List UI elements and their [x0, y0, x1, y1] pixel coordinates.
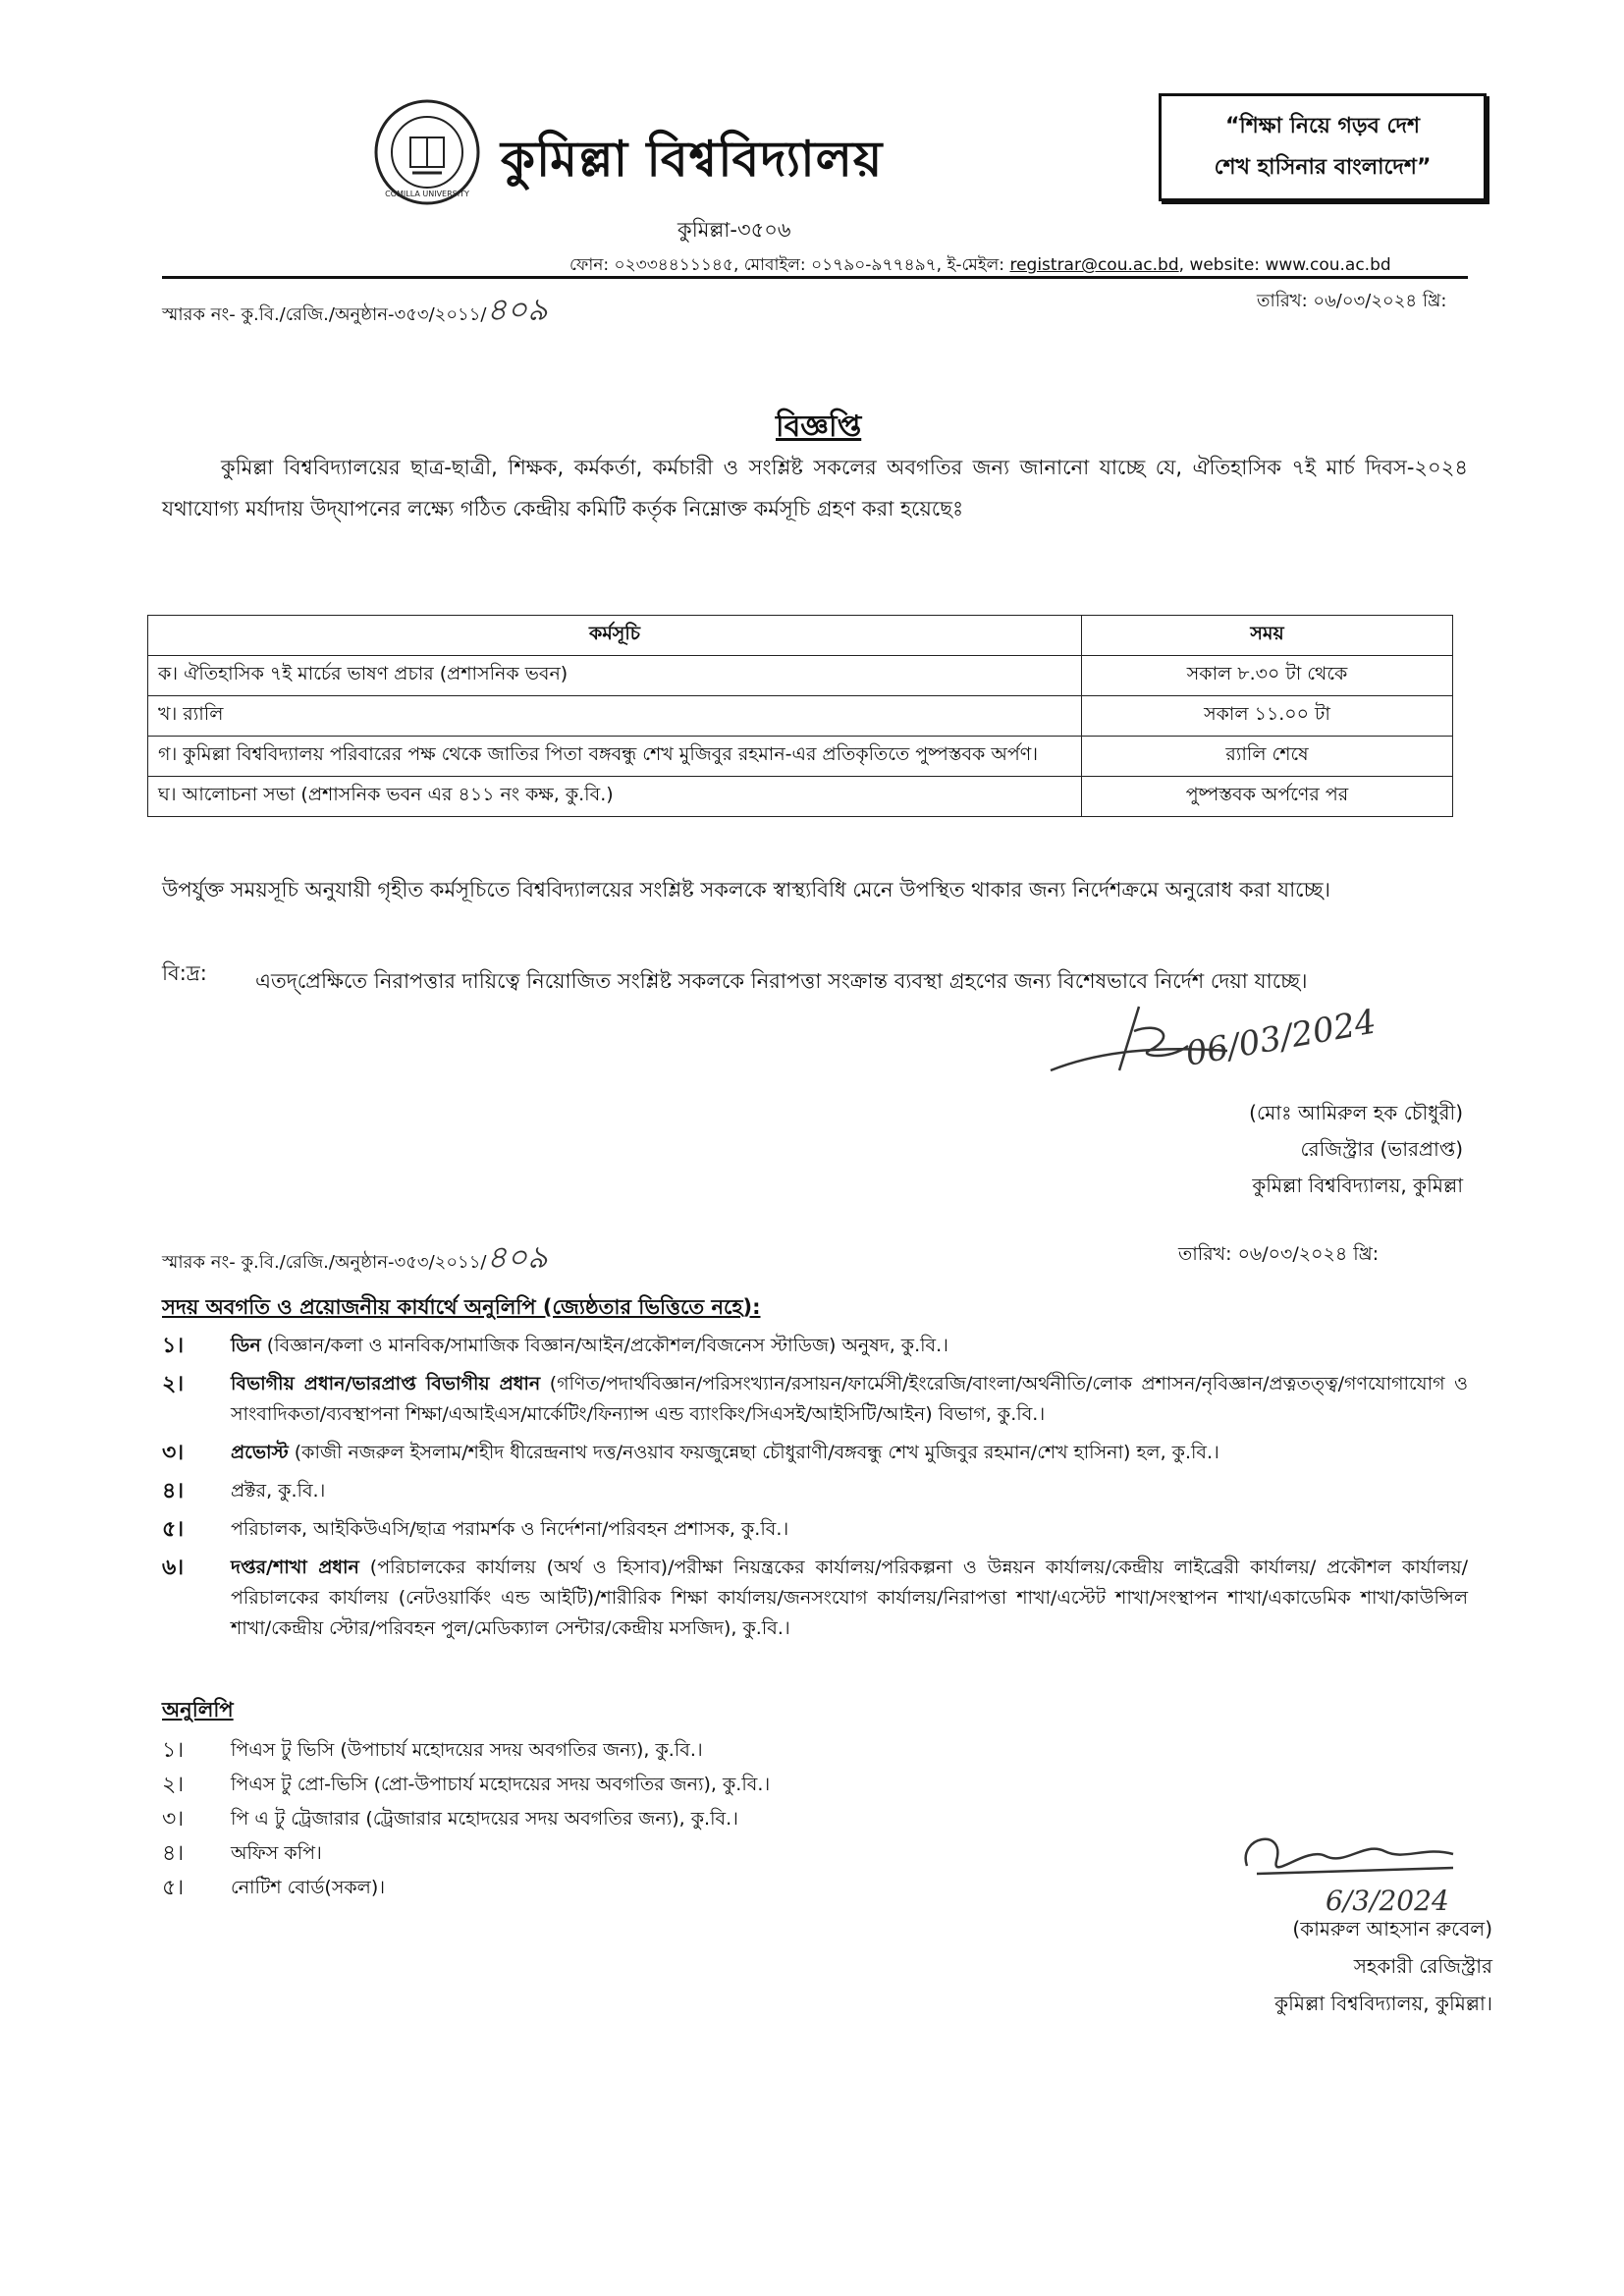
table-row: [148, 737, 1453, 777]
memo-date-2: তারিখ: ০৬/০৩/২০২৪ খ্রি:: [1178, 1243, 1380, 1265]
slogan-line-1: “শিক্ষা নিয়ে গড়ব দেশ: [1224, 114, 1421, 138]
memo-ref-number: ৪০৯: [486, 291, 548, 328]
cc-list: [162, 1733, 1144, 1905]
table-row: [148, 696, 1453, 737]
table-cell-program: খ। র‍্যালি: [148, 696, 1082, 737]
svg-text:06/03/2024: 06/03/2024: [1182, 1002, 1375, 1074]
signatory-1-institution: কুমিল্লা বিশ্ববিদ্যালয়, কুমিল্লা: [1252, 1174, 1463, 1197]
copy-list: [162, 1331, 1468, 1644]
list-item: [162, 1369, 1468, 1430]
signatory-2-name: (কামরুল আহসান রুবেল): [1292, 1917, 1492, 1941]
list-text: পিএস টু ভিসি (উপাচার্য মহোদয়ের সদয় অবগতির জন্য), কু.বি.।: [231, 1739, 703, 1761]
university-logo: [373, 98, 481, 206]
list-item: [162, 1553, 1468, 1644]
signature-2: [1227, 1817, 1483, 1925]
list-text: নোটিশ বোর্ড(সকল)।: [231, 1877, 386, 1898]
list-index: ৩।: [162, 1807, 185, 1831]
university-name: কুমিল্লা বিশ্ববিদ্যালয়: [501, 130, 884, 188]
list-index: ১।: [162, 1738, 185, 1763]
table-cell-program: গ। কুমিল্লা বিশ্ববিদ্যালয় পরিবারের পক্ষ থেকে জাতির পিতা বঙ্গবন্ধু শেখ মুজিবুর রহমান-এর প্রতিকৃতিতে পুষ্পস্তবক অর্পণ।: [148, 737, 1082, 777]
slogan-line-2: শেখ হাসিনার বাংলাদেশ”: [1214, 155, 1432, 180]
handwritten-signature-icon: [1041, 992, 1375, 1090]
list-index: ৫।: [162, 1517, 185, 1542]
notice-closing: উপর্যুক্ত সময়সূচি অনুযায়ী গৃহীত কর্মসূচিতে বিশ্ববিদ্যালয়ের সংশ্লিষ্ট সকলকে স্বাস্থ্যবিধি মেনে উপস্থিত থাকার জন্য নির্দেশক্রমে অনুরোধ করা যাচ্ছে।: [162, 878, 1331, 902]
nb-label: বি:দ্র:: [162, 961, 207, 985]
location: কুমিল্লা-৩৫০৬: [677, 218, 791, 242]
list-text: পি এ টু ট্রেজারার (ট্রেজারার মহোদয়ের সদয় অবগতির জন্য), কু.বি.।: [231, 1808, 738, 1830]
table-header-program: কর্মসূচি: [148, 616, 1082, 656]
signatory-2-designation: সহকারী রেজিস্ট্রার: [1353, 1954, 1492, 1978]
list-text: অফিস কপি।: [231, 1842, 322, 1864]
list-item: [162, 1331, 1468, 1361]
list-index: ৫।: [162, 1876, 185, 1900]
list-text: পরিচালক, আইকিউএসি/ছাত্র পরামর্শক ও নির্দেশনা/পরিবহন প্রশাসক, কু.বি.।: [231, 1518, 789, 1540]
table-row: [148, 777, 1453, 817]
signatory-1-designation: রেজিস্ট্রার (ভারপ্রাপ্ত): [1300, 1137, 1463, 1161]
list-item: [162, 1871, 1144, 1905]
list-item: [162, 1514, 1468, 1545]
list-text: (পরিচালকের কার্যালয় (অর্থ ও হিসাব)/পরীক্ষা নিয়ন্ত্রকের কার্যালয়/পরিকল্পনা ও উন্নয়ন কার্যালয়/কেন্দ্রীয় লাইব্রেরী কার্যালয়/ প্রকৌশল কার্যালয়/পরিচালকের কার্যালয় (নেটওয়ার্কিং এন্ড আইটি)/শারীরিক শিক্ষা কার্যালয়/জনসংযোগ কার্যালয়/নিরাপত্তা শাখা/এস্টেট শাখা/সংস্থাপন শাখা/একাডেমিক শাখা/কাউন্সিল শাখা/কেন্দ্রীয় স্টোর/পরিবহন পুল/মেডিক্যাল সেন্টার/কেন্দ্রীয় মসজিদ), কু.বি.।: [231, 1557, 1469, 1639]
list-index: ২।: [162, 1372, 185, 1396]
list-item: [162, 1802, 1144, 1836]
list-index: ৬।: [162, 1556, 185, 1580]
table-cell-time: র‍্যালি শেষে: [1082, 737, 1453, 777]
list-index: ১।: [162, 1334, 185, 1358]
memo-ref-label: স্মারক নং- কু.বি./রেজি./অনুষ্ঠান-৩৫৩/২০১১/: [162, 304, 487, 325]
slogan-box: [1159, 93, 1487, 201]
svg-text:6/3/2024: 6/3/2024: [1326, 1885, 1449, 1917]
table-header-row: [148, 616, 1453, 656]
list-item: [162, 1733, 1144, 1768]
program-table: [147, 615, 1453, 817]
list-text: (গণিত/পদার্থবিজ্ঞান/পরিসংখ্যান/রসায়ন/ফার্মেসী/ইংরেজি/বাংলা/অর্থনীতি/লোক প্রশাসন/নৃবিজ্ঞান/প্রত্নতত্ত্ব/গণযোগাযোগ ও সাংবাদিকতা/ব্যবস্থাপনা শিক্ষা/এআইএস/মার্কেটিং/ফিন্যান্স এন্ড ব্যাংকিং/সিএসই/আইসিটি/আইন) বিভাগ, কু.বি.।: [231, 1373, 1468, 1425]
list-bold: ডিন: [231, 1335, 261, 1356]
header-divider: [162, 276, 1468, 279]
table-header-time: সময়: [1082, 616, 1453, 656]
table-cell-program: ঘ। আলোচনা সভা (প্রশাসনিক ভবন এর ৪১১ নং কক্ষ, কু.বি.): [148, 777, 1082, 817]
signature-2-block: [1041, 1910, 1492, 2022]
memo-ref-1: [162, 285, 548, 338]
cc-heading: অনুলিপি: [162, 1698, 234, 1722]
contact-prefix: ফোন: ০২৩৩৪৪১১১৪৫, মোবাইল: ০১৭৯০-৯৭৭৪৯৭, ই-মেইল:: [569, 255, 1010, 275]
table-cell-time: পুষ্পস্তবক অর্পণের পর: [1082, 777, 1453, 817]
memo2-ref-label: স্মারক নং- কু.বি./রেজি./অনুষ্ঠান-৩৫৩/২০১১/: [162, 1252, 487, 1273]
svg-text:COMILLA UNIVERSITY: COMILLA UNIVERSITY: [385, 190, 469, 198]
list-text: পিএস টু প্রো-ভিসি (প্রো-উপাচার্য মহোদয়ের সদয় অবগতির জন্য), কু.বি.।: [231, 1774, 771, 1795]
list-index: ৪।: [162, 1479, 185, 1503]
signatory-1-name: (মোঃ আমিরুল হক চৌধুরী): [1249, 1101, 1463, 1124]
contact-suffix: , website: www.cou.ac.bd: [1178, 255, 1391, 275]
list-item: [162, 1476, 1468, 1506]
signatory-2-institution: কুমিল্লা বিশ্ববিদ্যালয়, কুমিল্লা।: [1274, 1992, 1492, 2015]
list-item: [162, 1768, 1144, 1802]
signature-1: [1041, 992, 1375, 1090]
list-index: ৪।: [162, 1841, 185, 1866]
notice-title: বিজ্ঞপ্তি: [776, 410, 862, 444]
list-index: ৩।: [162, 1441, 185, 1465]
university-seal-icon: [373, 98, 481, 206]
memo-ref-2: [162, 1232, 548, 1285]
table-row: [148, 656, 1453, 696]
email-link[interactable]: registrar@cou.ac.bd: [1009, 255, 1179, 275]
memo-date-1: তারিখ: ০৬/০৩/২০২৪ খ্রি:: [1257, 291, 1447, 311]
copy-heading: সদয় অবগতি ও প্রয়োজনীয় কার্যার্থে অনুলিপি (জ্যেষ্ঠতার ভিত্তিতে নহে):: [162, 1295, 761, 1319]
list-text: (বিজ্ঞান/কলা ও মানবিক/সামাজিক বিজ্ঞান/আইন/প্রকৌশল/বিজনেস স্টাডিজ) অনুষদ, কু.বি.।: [260, 1335, 948, 1356]
list-text: প্রক্টর, কু.বি.।: [231, 1480, 326, 1502]
list-item: [162, 1438, 1468, 1468]
memo2-ref-number: ৪০৯: [486, 1238, 548, 1276]
list-text: (কাজী নজরুল ইসলাম/শহীদ ধীরেন্দ্রনাথ দত্ত/নওয়াব ফয়জুন্নেছা চৌধুরাণী/বঙ্গবন্ধু শেখ মুজিবুর রহমান/শেখ হাসিনা) হল, কু.বি.।: [288, 1442, 1219, 1463]
list-bold: প্রভোস্ট: [231, 1442, 289, 1463]
handwritten-signature-icon: [1227, 1817, 1483, 1925]
table-cell-program: ক। ঐতিহাসিক ৭ই মার্চের ভাষণ প্রচার (প্রশাসনিক ভবন): [148, 656, 1082, 696]
notice-intro: কুমিল্লা বিশ্ববিদ্যালয়ের ছাত্র-ছাত্রী, শিক্ষক, কর্মকর্তা, কর্মচারী ও সংশ্লিষ্ট সকলের অবগতির জন্য জানানো যাচ্ছে যে, ঐতিহাসিক ৭ই মার্চ দিবস-২০২৪ যথাযোগ্য মর্যাদায় উদ্‌যাপনের লক্ষ্যে গঠিত কেন্দ্রীয় কমিটি কর্তৃক নিম্নোক্ত কর্মসূচি গ্রহণ করা হয়েছেঃ: [162, 456, 1468, 520]
table-cell-time: সকাল ৮.৩০ টা থেকে: [1082, 656, 1453, 696]
list-item: [162, 1836, 1144, 1871]
signature-1-block: [1060, 1095, 1463, 1204]
nb-text: এতদ্‌প্রেক্ষিতে নিরাপত্তার দায়িত্বে নিয়োজিত সংশ্লিষ্ট সকলকে নিরাপত্তা সংক্রান্ত ব্যবস্থা গ্রহণের জন্য বিশেষভাবে নির্দেশ দেয়া যাচ্ছে।: [255, 969, 1308, 993]
list-bold: দপ্তর/শাখা প্রধান: [231, 1557, 359, 1578]
list-bold: বিভাগীয় প্রধান/ভারপ্রাপ্ত বিভাগীয় প্রধান: [231, 1373, 541, 1394]
table-cell-time: সকাল ১১.০০ টা: [1082, 696, 1453, 737]
list-index: ২।: [162, 1773, 185, 1797]
